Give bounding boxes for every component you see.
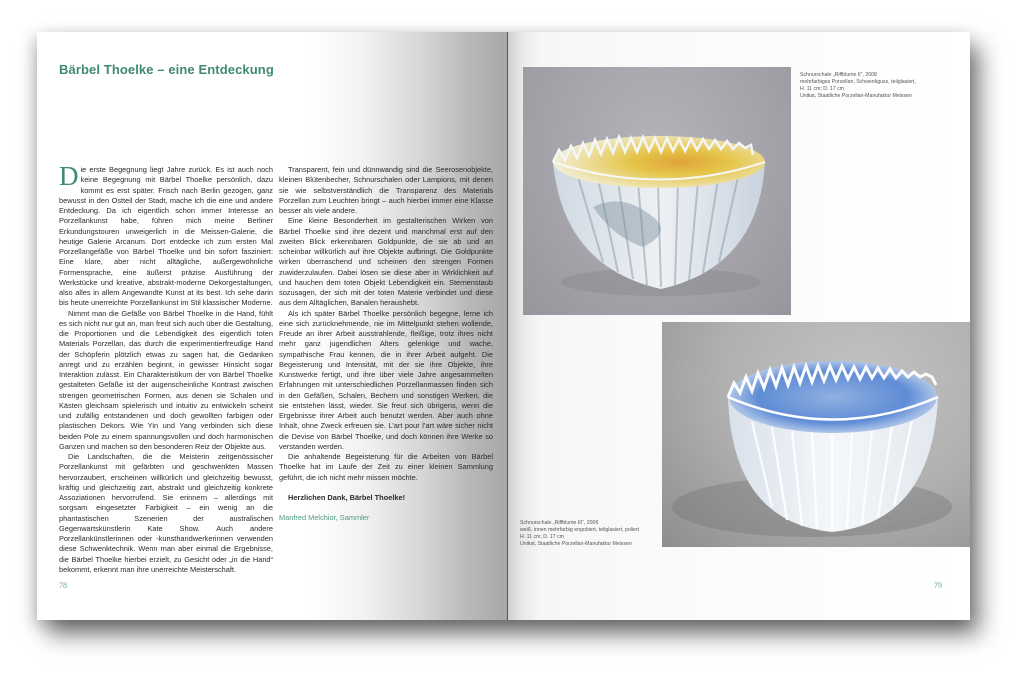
text-column-2	[279, 165, 493, 523]
book-spread	[37, 32, 969, 620]
bowl-photo-riffblume-ii	[523, 67, 791, 315]
drop-cap: D	[59, 161, 79, 191]
author-signature: Manfred Melchior, Sammler	[279, 513, 370, 522]
paragraph: Nimmt man die Gefäße von Bärbel Thoelke in die Hand, fühlt es sich nicht nur gut an, man freut sich auch über die Gestaltung, die Proportionen und die Lebendigkeit des eigentlich toten Materials Porzellan, das durch die experimentierfreudige Hand der Schöpferin plötzlich etwas zu sagen hat, die Gedanken anregt und zu erzählen beginnt, in gewisser Hinsicht sogar Interaktion zulässt. Ein Charakteristikum der von Bärbel Thoelke gestalteten Gefäße ist der augenscheinliche Kontrast zwischen strengen geometrischen Formen, aus denen sie Schalen und Kästen gleichsam spielerisch und intuitiv zu entwickeln scheint und zufällig entstandenen und doch gewollten farbigen oder plastischen Dekors. Wie Yin und Yang verbinden sich diese beiden Pole zu einem spannungsvollen und doch harmonischen Ganzen und machen so den besonderen Reiz der Objekte aus.	[59, 308, 273, 451]
page-number-right: 79	[934, 581, 942, 590]
photo-caption-top: Schnurschale „Riffblume II“, 2008 mehrfarbiges Porzellan, Schwenkguss, teilglasiert, H. 11 cm; D. 17 cm Unikat, Staatliche Porzellan-Manufaktur Meissen	[800, 72, 916, 99]
left-page	[37, 32, 507, 620]
paragraph: Als ich später Bärbel Thoelke persönlich begegne, lerne ich eine sich zurücknehmende, nie im Mittelpunkt stehen wollende, Freude an ihrer Arbeit ausstrahlende, fleißige, trotz ihres nicht mehr ganz jugendlichen Alters gelenkige und wache, sympathische Frau kennen, die in ihrer Arbeit aufgeht. Die Begeisterung und Intensität, mit der sie ihre Objekte, ihre Kunstwerke fertigt, und ihre über viele Jahre angesammelten Erfahrungen mit unterschiedlichen Porzellanmassen finden sich in den Gefäßen, Schalen, Bechern und sonstigen Werken, die sie entstehen lässt, wieder. Sie freut sich übrigens, wenn die Ergebnisse ihrer Arbeit auch benutzt werden. Aber auch ohne Inhalt, ohne Zweck erfreuen sie. L’art pour l’art wäre sicher nicht die Devise von Bärbel Thoelke, und doch können ihre Werke so verstanden werden.	[279, 308, 493, 451]
text-column-1	[59, 161, 273, 575]
right-page	[507, 32, 970, 620]
paragraph: Die Landschaften, die die Meisterin zeitgenössischer Porzellankunst mit gefärbten und geschwenkten Massen hervorzaubert, erscheinen willkürlich und gleichzeitig bewusst, kräftig und gleichzeitig zart, abstrakt und gleichzeitig konkrete Assoziationen hervorrufend. Sie erinnern – allerdings mit sorgsam eingesetzter Farbigkeit – ein wenig an die phantastischen Szenerien der australischen Gegenwartskünstlerin Kate Show. Auch andere Porzellankünstlerinnen oder -kunsthandwerkerinnen verwenden diese Schwenktechnik. Wenn man aber einmal die Ergebnisse, die Bärbel Thoelke hierbei erzielt, zu Gesicht oder „in die Hand“ bekommt, erkennt man ihre unerreichte Meisterschaft.	[59, 452, 273, 574]
paragraph: Transparent, fein und dünnwandig sind die Seerosenobjekte, kleinen Blütenbecher, Schnurschalen oder Lampions, mit denen sie wie selbstverständlich die Transparenz des Materials Porzellan zum Leuchten bringt – auch hierbei immer eine Klasse besser als viele andere.	[279, 165, 493, 215]
paragraph: Die anhaltende Begeisterung für die Arbeiten von Bärbel Thoelke hat im Laufe der Zeit zu einer kleinen Sammlung geführt, die ich nicht mehr missen möchte.	[279, 452, 493, 482]
paragraph: Eine kleine Besonderheit im gestalterischen Wirken von Bärbel Thoelke sind ihre dezent und manchmal erst auf den zweiten Blick erkennbaren Goldpunkte, die sie ab und an scheinbar willkürlich auf ihre Objekte aufbringt. Die Goldpunkte wirken überraschend und scheinen den strengen Formen zuwiderzulaufen. Dabei lösen sie diese aber in Wirklichkeit auf und hauchen dem toten Objekt Lebendigkeit ein. Sternenstaub sozusagen, der sich mit der toten Materie verbindet und diese aus dem Alltäglichen, Banalen heraushebt.	[279, 216, 493, 308]
bowl-photo-riffblume-iii	[662, 322, 970, 547]
article-title: Bärbel Thoelke – eine Entdeckung	[59, 62, 274, 77]
closing-line: Herzlichen Dank, Bärbel Thoelke!	[288, 492, 406, 502]
paragraph: Die erste Begegnung liegt Jahre zurück. Es ist auch noch keine Begegnung mit Bärbel Thoelke persönlich, dazu kommt es erst später. Frisch nach Berlin gezogen, ganz bewusst in den Ostteil der Stadt, mache ich die eine und andere Entdeckung. Da ich eigentlich schon immer Interesse an Porzellankunst habe, führen mich meine Berliner Erkundungstouren unweigerlich in die Meissen-Galerie, die heutige Galerie Arcanum. Dort entdecke ich zum ersten Mal Porzellangefäße von Bärbel Thoelke und bin sofort fasziniert: Eine klare, aber nicht alltägliche, außergewöhnliche Formensprache, eine äußerst präzise Ausführung der Werkstücke und kreative, abstrakt-moderne Dekorgestaltungen, also alles in allem Angewandte Kunst at its best. Ich sehe darin bis heute unerreichte Porzellankunst im Stil klassischer Moderne.	[59, 161, 273, 308]
bowl-image-icon	[662, 322, 970, 547]
page-number-left: 78	[59, 581, 67, 590]
photo-caption-bottom: Schnurschale „Riffblume III“, 2006 weiß, innen mehrfarbig engobiert, teilglasiert, poliert H. 11 cm; D. 17 cm Unikat, Staatliche Porzellan-Manufaktur Meissen	[520, 520, 640, 547]
bowl-image-icon	[523, 67, 791, 315]
